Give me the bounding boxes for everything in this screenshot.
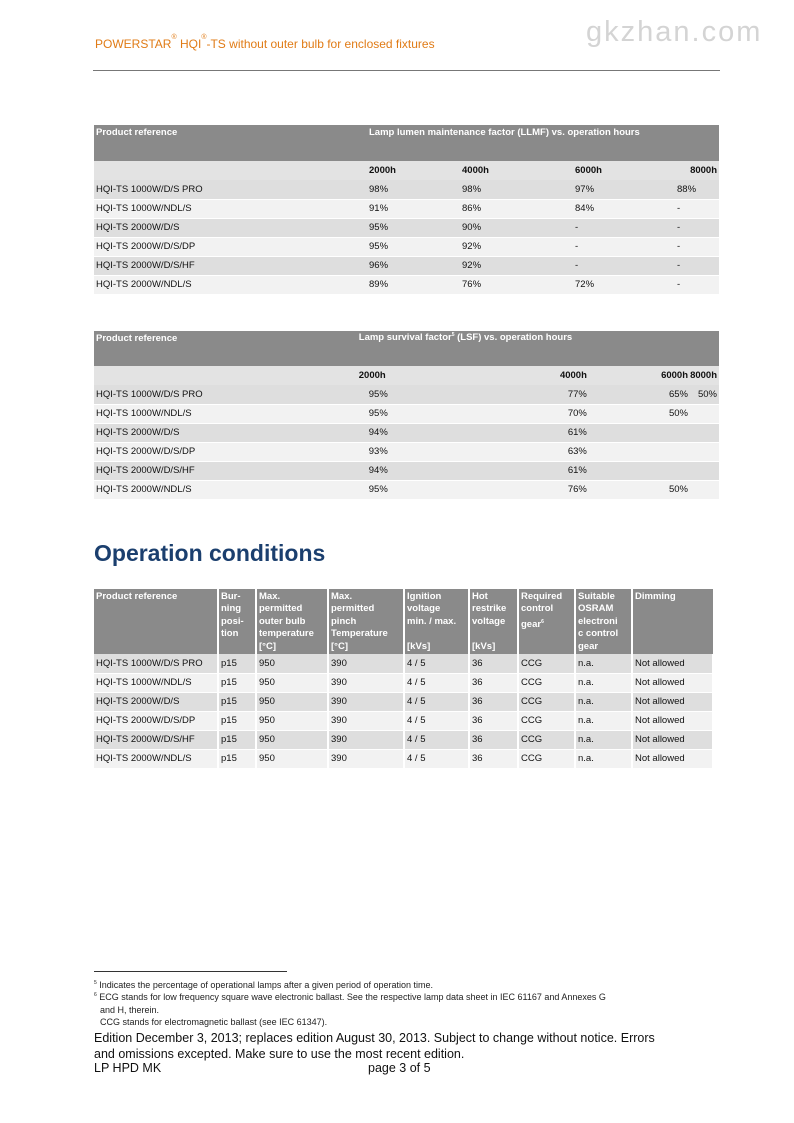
llmf-value: 96% [367,256,460,275]
product-name: HQI-TS 1000W/NDL/S [94,673,218,692]
osram-gear: n.a. [575,749,632,768]
hot-restrike-voltage: 36 [469,692,518,711]
pinch-temperature: 390 [328,673,404,692]
pinch-temperature: 390 [328,654,404,673]
llmf-hours-row [94,161,719,180]
burning-position: p15 [218,749,256,768]
operation-header-row [94,589,713,654]
pinch-temperature: 390 [328,692,404,711]
lsf-hour-8000: 8000h [690,366,719,385]
dimming-value: Not allowed [632,673,713,692]
table-row [94,256,719,275]
ops-col-burning: Bur- ning posi- tion [218,589,256,654]
lsf-value [589,442,690,461]
llmf-value: - [573,237,675,256]
osram-gear: n.a. [575,711,632,730]
lsf-value [690,480,719,499]
ignition-voltage: 4 / 5 [404,654,469,673]
burning-position: p15 [218,730,256,749]
section-title-operation: Operation conditions [94,540,326,566]
lsf-value: 50% [589,480,690,499]
lsf-value [589,461,690,480]
control-gear: CCG [518,730,575,749]
lsf-value: 65% [589,385,690,404]
product-name: HQI-TS 2000W/NDL/S [94,480,357,499]
hot-restrike-voltage: 36 [469,654,518,673]
control-gear: CCG [518,673,575,692]
lsf-value [690,423,719,442]
llmf-value: 84% [573,199,675,218]
product-name: HQI-TS 2000W/D/S [94,218,367,237]
osram-gear: n.a. [575,692,632,711]
control-gear: CCG [518,749,575,768]
product-name: HQI-TS 2000W/D/S [94,692,218,711]
watermark-text: gkzhan.com [586,16,763,48]
dimming-value: Not allowed [632,730,713,749]
table-row [94,730,713,749]
llmf-col-product: Product reference [94,125,367,139]
footnote-6-ccg: CCG stands for electromagnetic ballast (see IEC 61347). [100,1017,328,1027]
ops-col-ignition: Ignition voltage min. / max. [kVs] [404,589,469,654]
lsf-value: 61% [486,461,589,480]
llmf-value: - [675,199,719,218]
llmf-value: 90% [460,218,573,237]
pinch-temperature: 390 [328,730,404,749]
lsf-hour-4000: 4000h [486,366,589,385]
llmf-value: 98% [367,180,460,199]
lsf-table [94,331,719,500]
burning-position: p15 [218,692,256,711]
footnote-6-cont: and H, therein. [100,1005,160,1015]
llmf-value: - [675,275,719,294]
table-row [94,423,719,442]
lsf-header-row [94,331,719,345]
lsf-value: 77% [486,385,589,404]
header-brand: POWERSTAR [95,37,172,51]
product-name: HQI-TS 2000W/D/S/DP [94,237,367,256]
registered-mark-2: ® [201,34,207,41]
product-name: HQI-TS 2000W/D/S/DP [94,442,357,461]
table-row [94,237,719,256]
lsf-value: 94% [357,423,486,442]
bulb-temperature: 950 [256,749,328,768]
burning-position: p15 [218,711,256,730]
lsf-value [690,442,719,461]
table-row [94,749,713,768]
llmf-value: - [675,256,719,275]
llmf-value: 92% [460,256,573,275]
burning-position: p15 [218,654,256,673]
table-row [94,442,719,461]
lsf-value: 93% [357,442,486,461]
llmf-hour-8000: 8000h [675,161,719,180]
document-header-title [95,34,435,51]
product-name: HQI-TS 2000W/D/S/DP [94,711,218,730]
lsf-value: 95% [357,480,486,499]
llmf-value: 72% [573,275,675,294]
llmf-value: 88% [675,180,719,199]
ignition-voltage: 4 / 5 [404,711,469,730]
lsf-value: 95% [357,385,486,404]
llmf-value: 76% [460,275,573,294]
ignition-voltage: 4 / 5 [404,749,469,768]
lsf-value: 50% [589,404,690,423]
llmf-table [94,125,719,295]
table-row [94,692,713,711]
operation-table [94,589,714,769]
lsf-value [690,404,719,423]
bulb-temperature: 950 [256,711,328,730]
ops-col-hot-restrike: Hot restrike voltage [kVs] [469,589,518,654]
pinch-temperature: 390 [328,711,404,730]
ignition-voltage: 4 / 5 [404,673,469,692]
ignition-voltage: 4 / 5 [404,730,469,749]
footnote-6: $^6$ ECG stands for low frequency square wave electronic ballast. See the respective lamp data sheet in IEC 61167 and Annexes G [94,992,606,1002]
lsf-hours-row [94,366,719,385]
product-name: HQI-TS 1000W/NDL/S [94,199,367,218]
table-row [94,654,713,673]
header-divider [93,70,720,71]
product-name: HQI-TS 2000W/NDL/S [94,275,367,294]
lsf-header-spacer [94,345,719,366]
table-row [94,180,719,199]
llmf-value: 95% [367,218,460,237]
llmf-value: - [573,256,675,275]
hot-restrike-voltage: 36 [469,711,518,730]
llmf-value: - [675,218,719,237]
ops-col-bulb-temp: Max. permitted outer bulb temperature [°C] [256,589,328,654]
table-row [94,218,719,237]
product-name: HQI-TS 2000W/D/S/HF [94,256,367,275]
bulb-temperature: 950 [256,673,328,692]
bulb-temperature: 950 [256,692,328,711]
dimming-value: Not allowed [632,692,713,711]
llmf-value: 98% [460,180,573,199]
lsf-hour-2000: 2000h [357,366,486,385]
llmf-value: 91% [367,199,460,218]
lsf-value [690,461,719,480]
llmf-hour-2000: 2000h [367,161,460,180]
llmf-value: 95% [367,237,460,256]
llmf-hour-6000: 6000h [573,161,675,180]
product-name: HQI-TS 1000W/D/S PRO [94,180,367,199]
lsf-hour-6000: 6000h [589,366,690,385]
bulb-temperature: 950 [256,654,328,673]
pinch-temperature: 390 [328,749,404,768]
lsf-value: 50% [690,385,719,404]
ops-col-dimming: Dimming [632,589,713,654]
dimming-value: Not allowed [632,711,713,730]
ops-col-osram-gear: Suitable OSRAM electroni c control gear [575,589,632,654]
hot-restrike-voltage: 36 [469,749,518,768]
ops-col-product: Product reference [94,589,218,654]
lsf-value: 70% [486,404,589,423]
header-title-rest: -TS without outer bulb for enclosed fixtures [206,37,435,51]
bulb-temperature: 950 [256,730,328,749]
lsf-value: 61% [486,423,589,442]
llmf-value: 97% [573,180,675,199]
control-gear: CCG [518,711,575,730]
product-name: HQI-TS 2000W/D/S/HF [94,730,218,749]
product-name: HQI-TS 1000W/NDL/S [94,404,357,423]
lsf-value: 63% [486,442,589,461]
product-name: HQI-TS 2000W/D/S [94,423,357,442]
llmf-header-row [94,125,719,139]
hot-restrike-voltage: 36 [469,673,518,692]
table-row [94,199,719,218]
burning-position: p15 [218,673,256,692]
lsf-value [589,423,690,442]
table-row [94,404,719,423]
llmf-value: 86% [460,199,573,218]
edition-note: Edition December 3, 2013; replaces edition August 30, 2013. Subject to change without notice. Errors and omissions excepted. Make sure to use the most recent edition. [94,1031,655,1061]
product-name: HQI-TS 1000W/D/S PRO [94,654,218,673]
lsf-value: 76% [486,480,589,499]
table-row [94,480,719,499]
dimming-value: Not allowed [632,654,713,673]
header-product: HQI [179,37,202,51]
table-row [94,711,713,730]
footnote-5: $^5$ Indicates the percentage of operational lamps after a given period of operation time. [94,980,433,990]
llmf-value: 89% [367,275,460,294]
osram-gear: n.a. [575,654,632,673]
llmf-value: - [675,237,719,256]
lsf-col-title: Lamp survival factor$^5$ (LSF) vs. operation hours [357,331,719,345]
ignition-voltage: 4 / 5 [404,692,469,711]
osram-gear: n.a. [575,673,632,692]
dimming-value: Not allowed [632,749,713,768]
hot-restrike-voltage: 36 [469,730,518,749]
table-row [94,673,713,692]
product-name: HQI-TS 2000W/D/S/HF [94,461,357,480]
osram-gear: n.a. [575,730,632,749]
llmf-header-spacer [94,139,719,161]
control-gear: CCG [518,654,575,673]
product-name: HQI-TS 1000W/D/S PRO [94,385,357,404]
footer-department: LP HPD MK [94,1061,162,1075]
footnote-divider [94,971,287,972]
lsf-value: 94% [357,461,486,480]
llmf-col-title: Lamp lumen maintenance factor (LLMF) vs. operation hours [367,125,719,139]
table-row [94,275,719,294]
page-number: page 3 of 5 [368,1061,431,1075]
registered-mark-1: ® [171,34,177,41]
ops-col-control-gear: Required control gear$^6$ [518,589,575,654]
llmf-value: - [573,218,675,237]
control-gear: CCG [518,692,575,711]
ops-col-pinch-temp: Max. permitted pinch Temperature [°C] [328,589,404,654]
table-row [94,461,719,480]
lsf-col-product: Product reference [94,331,357,345]
llmf-value: 92% [460,237,573,256]
table-row [94,385,719,404]
product-name: HQI-TS 2000W/NDL/S [94,749,218,768]
llmf-hour-4000: 4000h [460,161,573,180]
lsf-value: 95% [357,404,486,423]
